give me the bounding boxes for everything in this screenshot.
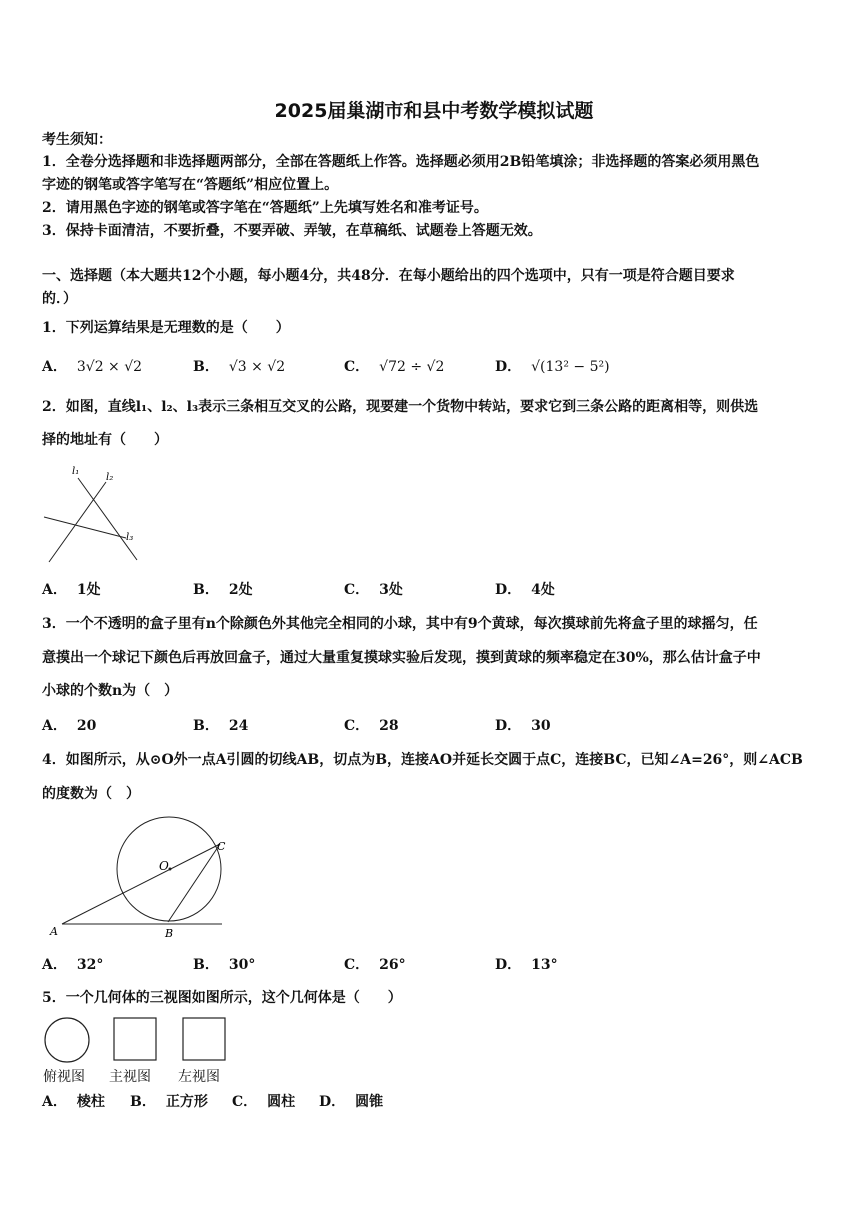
label-o: O [159, 859, 169, 873]
option-text: 4处 [531, 582, 555, 598]
q5-option-a [42, 1092, 105, 1112]
q5-three-views [42, 1016, 232, 1064]
q2-option-c [344, 580, 403, 600]
option-text: 3处 [379, 582, 403, 598]
q4-circle-figure [44, 812, 234, 942]
q2-option-b [193, 580, 253, 600]
label-c: C [217, 840, 226, 853]
option-key: C． [344, 957, 370, 973]
top-view-label: 俯视图 [43, 1069, 85, 1085]
option-text: √3 × √2 [228, 359, 286, 375]
option-text: 圆柱 [267, 1094, 296, 1110]
option-key: C． [344, 718, 370, 734]
question-3-stem: 3．一个不透明的盒子里有n个除颜色外其他完全相同的小球，其中有9个黄球，每次摸球前先将盒子里的球摇匀，任 [42, 616, 758, 632]
label-l3: l₃ [126, 532, 134, 543]
option-key: D． [495, 718, 522, 734]
q2-option-d [495, 580, 555, 600]
q3-option-b [193, 716, 248, 736]
q3-option-a [42, 716, 96, 736]
label-l1: l₁ [72, 466, 80, 477]
option-key: C． [344, 359, 370, 375]
option-key: B． [193, 582, 219, 598]
option-key: D． [495, 359, 522, 375]
question-4-stem: 4．如图所示，从⊙O外一点A引圆的切线AB，切点为B，连接AO并延长交圆于点C，连接BC，已知∠A=26°，则∠ACB [42, 752, 803, 768]
notice-item: 2．请用黑色字迹的钢笔或答字笔在“答题纸”上先填写姓名和准考证号。 [42, 200, 488, 216]
question-3-stem-cont: 小球的个数n为（ ） [42, 683, 179, 699]
option-key: D． [495, 582, 522, 598]
line-bc [168, 844, 220, 922]
q1-option-b [193, 357, 285, 377]
q3-option-c [344, 716, 399, 736]
question-5-stem: 5．一个几何体的三视图如图所示，这个几何体是（ ） [42, 990, 402, 1006]
line-l2 [49, 482, 106, 562]
q5-option-c [232, 1092, 295, 1112]
side-view-square [183, 1018, 225, 1060]
option-text: √72 ÷ √2 [379, 359, 445, 375]
line-ac [62, 844, 220, 924]
q4-option-b [193, 955, 255, 975]
option-key: D． [495, 957, 522, 973]
line-l1 [78, 478, 137, 560]
q5-option-b [130, 1092, 208, 1112]
q2-lines-figure [36, 462, 146, 572]
option-key: B． [130, 1094, 156, 1110]
option-key: B． [193, 718, 219, 734]
option-text: 13° [531, 957, 558, 973]
question-4-stem-cont: 的度数为（ ） [42, 786, 140, 802]
side-view-label: 左视图 [178, 1069, 220, 1085]
top-view-circle [45, 1018, 89, 1062]
q5-option-d [319, 1092, 383, 1112]
question-2-stem-cont: 择的地址有（ ） [42, 432, 168, 448]
option-key: B． [193, 359, 219, 375]
option-text: 32° [76, 957, 104, 973]
section-heading: 一、选择题（本大题共12个小题，每小题4分，共48分．在每小题给出的四个选项中，只有一项是符合题目要求 [42, 268, 735, 284]
option-key: A． [42, 1094, 67, 1110]
option-text: 28 [379, 718, 399, 734]
option-key: A． [42, 957, 67, 973]
q4-option-a [42, 955, 103, 975]
option-text: 30 [531, 718, 551, 734]
question-3-stem-cont: 意摸出一个球记下颜色后再放回盒子，通过大量重复摸球实验后发现，摸到黄球的频率稳定在30%，那么估计盒子中 [42, 650, 761, 666]
option-text: 2处 [228, 582, 253, 598]
option-key: C． [232, 1094, 258, 1110]
front-view-label: 主视图 [109, 1069, 151, 1085]
front-view-square [114, 1018, 156, 1060]
label-l2: l₂ [106, 472, 114, 483]
label-a: A [50, 925, 58, 938]
notice-item: 3．保持卡面清洁，不要折叠，不要弄破、弄皱，在草稿纸、试题卷上答题无效。 [42, 223, 542, 239]
option-text: 20 [76, 718, 97, 734]
label-b: B [165, 927, 174, 940]
option-text: 正方形 [165, 1094, 208, 1110]
option-text: 圆锥 [355, 1094, 384, 1110]
option-key: A． [42, 718, 67, 734]
q1-option-a [42, 357, 142, 377]
option-text: 30° [228, 957, 256, 973]
option-text: 24 [228, 718, 249, 734]
q4-option-c [344, 955, 406, 975]
q2-option-a [42, 580, 101, 600]
question-2-stem: 2．如图，直线l₁、l₂、l₃表示三条相互交叉的公路，现要建一个货物中转站，要求它到三条公路的距离相等，则供选 [42, 399, 759, 415]
option-text: 3√2 × √2 [76, 359, 143, 375]
option-text: 26° [379, 957, 406, 973]
option-text: √(13² − 5²) [531, 359, 610, 375]
q1-option-d [495, 357, 610, 377]
option-key: C． [344, 582, 370, 598]
option-key: A． [42, 359, 67, 375]
option-key: B． [193, 957, 219, 973]
option-text: 棱柱 [76, 1094, 105, 1110]
q3-option-d [495, 716, 551, 736]
notice-heading: 考生须知： [42, 132, 112, 148]
section-heading-cont: 的．） [42, 291, 77, 307]
notice-item: 字迹的钢笔或答字笔写在“答题纸”相应位置上。 [42, 177, 339, 193]
q1-option-c [344, 357, 444, 377]
center-point [169, 868, 172, 871]
option-text: 1处 [76, 582, 101, 598]
option-key: D． [319, 1094, 346, 1110]
q4-option-d [495, 955, 558, 975]
page-title: 2025届巢湖市和县中考数学模拟试题 [274, 100, 594, 122]
notice-item: 1．全卷分选择题和非选择题两部分，全部在答题纸上作答。选择题必须用2B铅笔填涂；非选择题的答案必须用黑色 [42, 154, 760, 170]
question-1-stem: 1．下列运算结果是无理数的是（ ） [42, 320, 290, 336]
option-key: A． [42, 582, 67, 598]
